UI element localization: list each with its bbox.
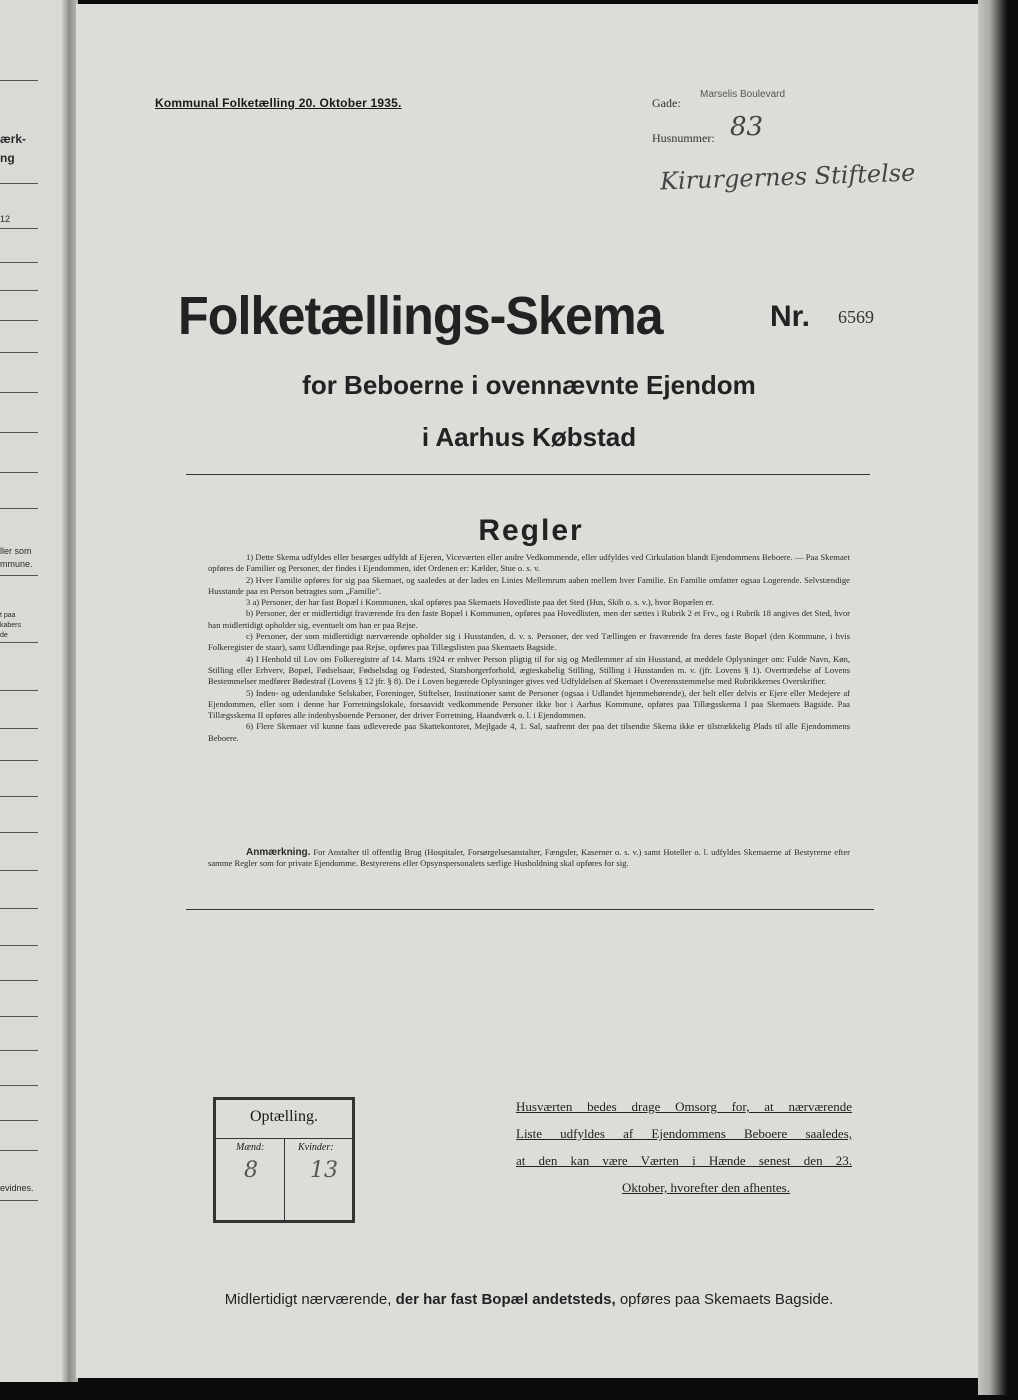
notice-line: Oktober, hvorefter den afhentes.: [621, 1180, 790, 1195]
stub-rule: [0, 575, 38, 576]
stub-text: t paa: [0, 612, 16, 619]
previous-page-stub: [0, 0, 70, 1382]
subtitle: for Beboerne i ovennævnte Ejendom: [302, 370, 756, 400]
street-label: Gade:: [652, 96, 681, 110]
stub-text: evidnes.: [0, 1183, 34, 1193]
number-label: Nr.: [770, 300, 811, 333]
rules-text: [208, 552, 850, 744]
men-label: Mænd:: [236, 1142, 265, 1153]
stub-rule: [0, 1085, 38, 1086]
rule-item: 3 a) Personer, der har fast Bopæl i Kommunen, skal opføres paa Skemaets Hovedliste paa det Sted (Hus, Skib o. s. v.), hvor Bopælen er.: [246, 597, 714, 608]
stub-rule: [0, 472, 38, 473]
stub-rule: [0, 1016, 38, 1017]
stub-rule: [0, 796, 38, 797]
form-number: 6569: [838, 307, 874, 327]
stub-rule: [0, 290, 38, 291]
footer-part: opføres paa Skemaets Bagside.: [619, 1291, 834, 1308]
footer-note: [0, 1291, 1018, 1308]
divider: [186, 909, 874, 910]
house-number-label: Husnummer:: [652, 131, 715, 145]
stub-text: ærk-: [0, 132, 27, 146]
rule-item: c) Personer, der som midlertidigt nærværende opholder sig i Husstanden, d. v. s. Personer, der ved Tællingen er fraværende fra deres faste Bopæl (den Kommune, i hvis Folkeregister de staar), samt Udlændinge paa Rejse, opføres paa Tillægslisten paa Skemaets Bagside.: [208, 631, 850, 653]
stub-rule: [0, 870, 38, 871]
stub-rule: [0, 352, 38, 353]
annotation: [208, 847, 850, 870]
annotation-text: For Anstalter til offentlig Brug (Hospitaler, Forsørgelsesanstalter, Fængsler, Kaserner o. s. v.) samt Hoteller o. l. udfyldes Skemaerne af Bestyrerne efter samme Regler som for private Ejendomme. Bestyrerens eller Opsynspersonalets særlige Husholdning skal opføres for sig.: [208, 847, 850, 869]
men-count: 8: [244, 1158, 258, 1183]
stub-rule: [0, 760, 38, 761]
count-title: Optælling.: [216, 1100, 352, 1139]
stub-rule: [0, 1200, 38, 1201]
stub-rule: [0, 228, 38, 229]
street-value: Marselis Boulevard: [700, 89, 786, 100]
stub-rule: [0, 1050, 38, 1051]
stub-text: mmune.: [0, 559, 33, 569]
rule-item: 5) Inden- og udenlandske Selskaber, Foreninger, Stiftelser, Institutioner samt de Personer (ogsaa i Udlandet hjemmehørende), der helt eller delvis er Ejere eller Medejere af Ejendommen, eller som i denne har Forretningslokale, forsaavidt vedkommende Personer ikke bor i Aarhus Kommune, opføres paa Tillægsskema I paa Skemaets Bagside. Paa Tillægsskema II opføres alle indenbysboende Personer, der driver Forretning, Haandværk o. l. i Ejendommen.: [208, 687, 850, 721]
census-title: Kommunal Folketælling 20. Oktober 1935.: [155, 96, 402, 110]
stub-rule: [0, 690, 38, 691]
stub-rule: [0, 1150, 38, 1151]
landlord-notice: [516, 1099, 852, 1207]
stub-text: kabers: [0, 622, 22, 629]
rule-item: 6) Flere Skemaer vil kunne faas udleverede paa Skattekontoret, Mejlgade 4, 1. Sal, saafremt der paa det tilsendte Skema ikke er tilstrækkelig Plads til alle Ejendommens Beboere.: [208, 721, 850, 743]
notice-line: at den kan være Værten i Hænde senest den 23.: [516, 1153, 852, 1168]
count-box: [213, 1097, 355, 1223]
handwritten-note: Kirurgernes Stiftelse: [659, 158, 916, 196]
stub-text: 12: [0, 214, 11, 224]
stub-rule: [0, 1120, 38, 1121]
footer-part: Midlertidigt nærværende,: [224, 1291, 392, 1308]
stub-rule: [0, 642, 38, 643]
divider: [186, 474, 870, 475]
stub-rule: [0, 728, 38, 729]
annotation-label: Anmærkning.: [246, 847, 311, 858]
stub-text: ng: [0, 151, 15, 165]
count-divider: [284, 1138, 285, 1220]
page-edge: [978, 0, 1008, 1395]
stub-text: de: [0, 632, 8, 639]
stub-rule: [0, 908, 38, 909]
stub-rule: [0, 832, 38, 833]
stub-rule: [0, 508, 38, 509]
stub-rule: [0, 183, 38, 184]
stub-rule: [0, 262, 38, 263]
notice-line: Husværten bedes drage Omsorg for, at nærværende: [516, 1099, 852, 1114]
rule-item: 1) Dette Skema udfyldes eller besørges udfyldt af Ejeren, Viceværten eller andre Vedkommende, eller udfyldes ved Cirkulation blandt Ejendommens Beboere. — Paa Skemaet opføres de Familier og Personer, der findes i Ejendommen, idet Ordenen er: Kælder, Stue o. s. v.: [208, 552, 850, 574]
stub-rule: [0, 980, 38, 981]
rule-item: 4) I Henhold til Lov om Folkeregistre af 14. Marts 1924 er enhver Person pligtig til for sig og Medlemmer af sin Husstand, at meddele Oplysninger om: Fulde Navn, Køn, Stilling eller Erhverv, Bopæl, Fødselsaar, Fødselsdag og Fødested, Statsborgerforhold, ægteskabelig Stilling, Stilling i Husstanden m. v. (jfr. Lovens § 1). Overtrædelse af Lovens Bestemmelser medfører Bødestraf (Lovens § 12 jfr. § 8). De i Loven begærede Oplysninger gives ved Udfyldelsen af Skemaet i Overensstemmelse med Rubrikkernes Overskrifter.: [208, 653, 850, 687]
rules-heading: Regler: [478, 514, 584, 547]
women-count: 13: [310, 1158, 338, 1183]
women-label: Kvinder:: [298, 1142, 334, 1153]
footer-part-bold: der har fast Bopæl andetsteds,: [395, 1291, 616, 1308]
stub-rule: [0, 945, 38, 946]
stub-rule: [0, 80, 38, 81]
notice-line: Liste udfyldes af Ejendommens Beboere saaledes,: [516, 1126, 852, 1141]
rule-item: 2) Hver Familie opføres for sig paa Skemaet, og saaledes at der lades en Linies Mellemrum aaben mellem hver Familie. En Familie omfatter ogsaa Logerende. Selvstændige Husstande paa en Person betragtes som „Familie".: [208, 574, 850, 596]
rule-item: b) Personer, der er midlertidigt fraværende fra den faste Bopæl i Kommunen, opføres paa Hovedlisten, men der sættes i Rubrik 2 et Frv., og i Rubrik 18 angives det Sted, hvor han midlertidigt opholder sig, eventuelt om han er paa Rejse.: [208, 608, 850, 630]
subtitle-city: i Aarhus Købstad: [421, 422, 637, 452]
stub-rule: [0, 320, 38, 321]
stub-text: ller som: [0, 546, 32, 556]
form-title: Folketællings-Skema: [178, 286, 663, 346]
house-number-value: 83: [730, 112, 764, 142]
